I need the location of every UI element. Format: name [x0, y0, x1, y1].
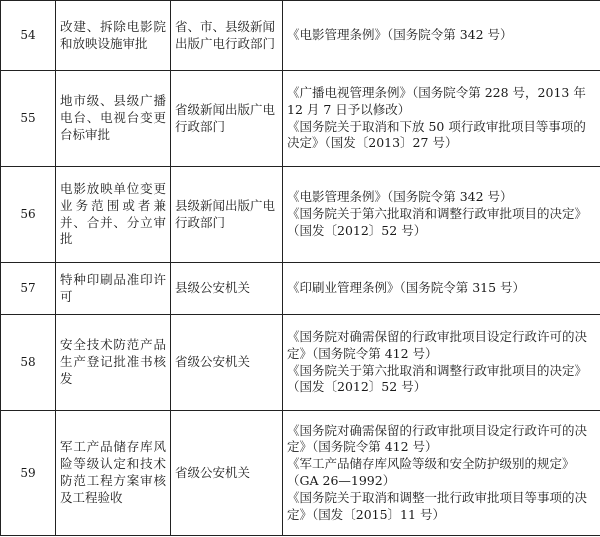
item-name: 改建、拆除电影院和放映设施审批	[56, 1, 171, 71]
implementing-agency: 县级公安机关	[171, 263, 283, 315]
implementing-agency: 县级新闻出版广电行政部门	[171, 167, 283, 263]
basis-line: 《国务院关于取消和调整一批行政审批项目等事项的决定》（国发〔2015〕11 号）	[287, 489, 588, 522]
basis-line: 《印刷业管理条例》（国务院令第 315 号）	[287, 280, 526, 296]
table-row	[1, 315, 600, 411]
item-name: 特种印刷品准印许可	[56, 263, 171, 315]
basis-line: 《广播电视管理条例》（国务院令第 228 号，2013 年 12 月 7 日予以修改）	[287, 84, 586, 117]
item-name: 安全技术防范产品生产登记批准书核发	[56, 315, 171, 411]
implementing-agency: 省级公安机关	[171, 315, 283, 411]
implementing-agency: 省级新闻出版广电行政部门	[171, 71, 283, 167]
table-row	[1, 167, 600, 263]
table-row	[1, 71, 600, 167]
basis-line: 《军工产品储存库风险等级和安全防护级别的规定》（GA 26—1992）	[287, 456, 575, 488]
table-row	[1, 263, 600, 315]
basis-line: 《国务院关于第六批取消和调整行政审批项目的决定》（国发〔2012〕52 号）	[287, 206, 588, 238]
item-name: 电影放映单位变更业务范围或者兼并、合并、分立审批	[56, 167, 171, 263]
table-row	[1, 1, 600, 71]
row-number: 56	[1, 167, 56, 263]
legal-basis	[283, 315, 600, 411]
legal-basis	[283, 263, 600, 315]
row-number: 58	[1, 315, 56, 411]
basis-line: 《电影管理条例》（国务院令第 342 号）	[287, 189, 513, 205]
basis-line: 《电影管理条例》（国务院令第 342 号）	[287, 27, 513, 43]
item-name: 地市级、县级广播电台、电视台变更台标审批	[56, 71, 171, 167]
row-number: 57	[1, 263, 56, 315]
row-number: 59	[1, 411, 56, 536]
implementing-agency: 省、市、县级新闻出版广电行政部门	[171, 1, 283, 71]
basis-line: 《国务院对确需保留的行政审批项目设定行政许可的决定》（国务院令第 412 号）	[287, 328, 588, 361]
row-number: 54	[1, 1, 56, 71]
table-row	[1, 411, 600, 536]
basis-line: 《国务院关于取消和下放 50 项行政审批项目等事项的决定》（国发〔2013〕27 号）	[287, 118, 586, 151]
basis-line: 《国务院关于第六批取消和调整行政审批项目的决定》（国发〔2012〕52 号）	[287, 362, 588, 395]
legal-basis	[283, 71, 600, 167]
row-number: 55	[1, 71, 56, 167]
implementing-agency: 省级公安机关	[171, 411, 283, 536]
legal-basis	[283, 411, 600, 536]
legal-basis	[283, 1, 600, 71]
basis-line: 《国务院对确需保留的行政审批项目设定行政许可的决定》（国务院令第 412 号）	[287, 422, 588, 455]
legal-basis	[283, 167, 600, 263]
item-name: 军工产品储存库风险等级认定和技术防范工程方案审核及工程验收	[56, 411, 171, 536]
